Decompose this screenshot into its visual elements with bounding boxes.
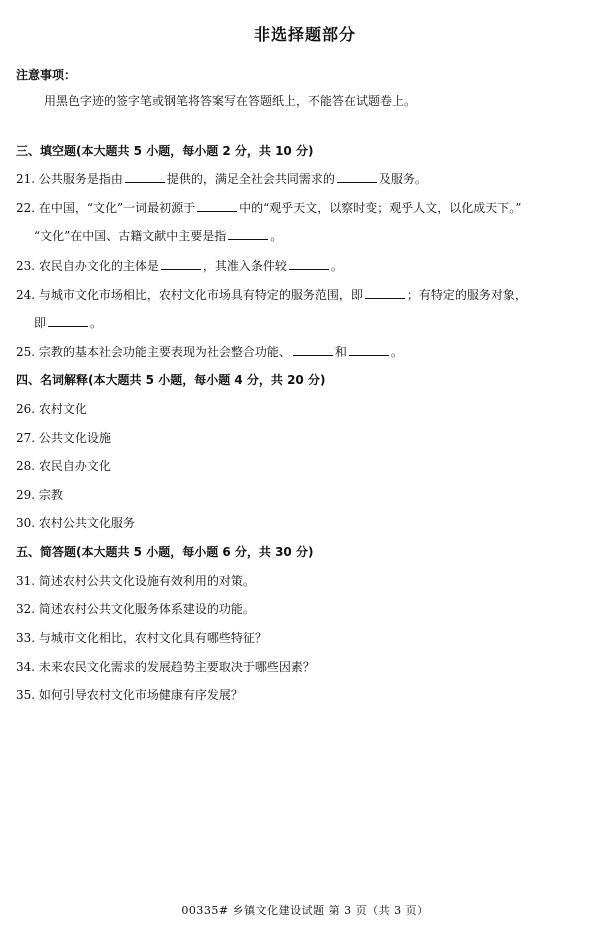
- answer-blank: [337, 171, 377, 183]
- answer-blank: [197, 200, 237, 212]
- notice-heading: 注意事项：: [16, 68, 77, 82]
- question-24: 24. 与城市文化市场相比，农村文化市场具有特定的服务范围，即 ；有特定的服务对象，: [16, 288, 527, 302]
- question-29: 29. 宗教: [16, 488, 63, 502]
- question-28: 28. 农民自办文化: [16, 459, 111, 473]
- answer-blank: [228, 228, 268, 240]
- answer-blank: [365, 287, 405, 299]
- question-31: 31. 简述农村公共文化设施有效利用的对策。: [16, 574, 255, 588]
- section-5-heading: 五、简答题(本大题共 5 小题，每小题 6 分，共 30 分): [16, 545, 314, 559]
- question-30: 30. 农村公共文化服务: [16, 516, 135, 530]
- answer-blank: [289, 258, 329, 270]
- question-33: 33. 与城市文化相比，农村文化具有哪些特征？: [16, 631, 267, 645]
- section-3-heading: 三、填空题(本大题共 5 小题，每小题 2 分，共 10 分): [16, 144, 314, 158]
- question-26: 26. 农村文化: [16, 402, 87, 416]
- answer-blank: [161, 258, 201, 270]
- page-footer: 00335# 乡镇文化建设试题 第 3 页（共 3 页）: [181, 904, 429, 917]
- answer-blank: [349, 344, 389, 356]
- question-34: 34. 未来农民文化需求的发展趋势主要取决于哪些因素？: [16, 660, 315, 674]
- answer-blank: [125, 171, 165, 183]
- question-25: 25. 宗教的基本社会功能主要表现为社会整合功能、 和 。: [16, 345, 403, 359]
- answer-blank: [48, 315, 88, 327]
- question-23: 23. 农民自办文化的主体是 ，其准入条件较 。: [16, 259, 343, 273]
- section-4-heading: 四、名词解释(本大题共 5 小题，每小题 4 分，共 20 分): [16, 373, 326, 387]
- question-21: 21. 公共服务是指由 提供的，满足全社会共同需求的 及服务。: [16, 172, 427, 186]
- question-22-continued: “文化”在中国、古籍文献中主要是指 。: [34, 229, 283, 243]
- question-32: 32. 简述农村公共文化服务体系建设的功能。: [16, 602, 255, 616]
- question-35: 35. 如何引导农村文化市场健康有序发展？: [16, 688, 243, 702]
- question-22: 22. 在中国，“文化”一词最初源于 中的“观乎天文，以察时变；观乎人文，以化成天下。”: [16, 201, 522, 215]
- answer-blank: [293, 344, 333, 356]
- question-27: 27. 公共文化设施: [16, 431, 111, 445]
- page-title: 非选择题部分: [253, 25, 356, 44]
- question-24-continued: 即 。: [34, 316, 103, 330]
- notice-text: 用黑色字迹的签字笔或钢笔将答案写在答题纸上，不能答在试题卷上。: [44, 94, 417, 108]
